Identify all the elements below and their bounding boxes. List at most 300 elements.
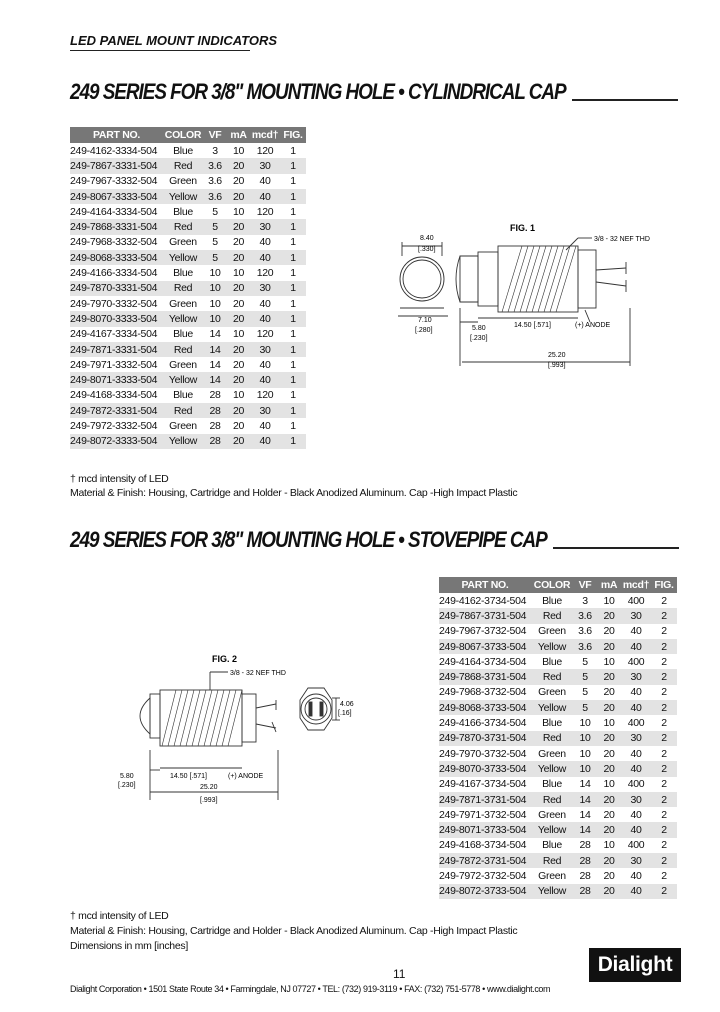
color-cell: Blue xyxy=(173,267,193,280)
fig-cell: 1 xyxy=(290,236,296,249)
fig-cell: 2 xyxy=(661,594,667,607)
part-no-cell: 249-7968-3332-504 xyxy=(70,236,158,249)
ma-cell: 20 xyxy=(603,686,615,699)
header-rule xyxy=(70,50,250,51)
ma-cell: 20 xyxy=(232,419,245,432)
section1-note-mcd: † mcd intensity of LED xyxy=(70,473,169,485)
col-mcd: mcd† xyxy=(622,579,650,591)
fig-cell: 1 xyxy=(290,358,296,371)
table-row xyxy=(70,311,306,326)
table-row xyxy=(70,403,306,418)
table-row xyxy=(439,685,677,700)
part-no-cell: 249-4162-3734-504 xyxy=(439,594,527,607)
col-ma: mA xyxy=(227,127,250,143)
color-cell: Red xyxy=(531,792,573,807)
mcd-cell: 400 xyxy=(627,655,645,668)
fig-cell: 1 xyxy=(280,189,306,204)
ma-cell: 20 xyxy=(227,342,250,357)
fig-cell: 2 xyxy=(661,778,667,791)
ma-cell: 20 xyxy=(227,372,250,387)
fig-cell: 1 xyxy=(290,419,296,432)
fig-cell: 2 xyxy=(651,639,677,654)
section2-note-mcd: † mcd intensity of LED xyxy=(70,910,169,922)
fig1-dia-in: [.330] xyxy=(418,246,436,253)
page-number: 11 xyxy=(393,967,406,981)
part-no-cell: 249-7970-3332-504 xyxy=(70,297,158,310)
ma-cell: 20 xyxy=(227,219,250,234)
color-cell: Blue xyxy=(542,839,562,852)
color-cell: Blue xyxy=(542,717,562,730)
part-no-cell: 249-7970-3732-504 xyxy=(439,747,527,760)
vf-cell: 28 xyxy=(209,419,221,432)
table-row xyxy=(439,608,677,623)
fig-cell: 2 xyxy=(651,822,677,837)
table-row xyxy=(70,219,306,234)
part-no-cell: 249-8072-3733-504 xyxy=(439,884,531,899)
mcd-cell: 30 xyxy=(621,731,651,746)
table-row xyxy=(439,822,677,837)
vf-cell: 3 xyxy=(212,144,218,157)
col-part-no: PART NO. xyxy=(439,577,531,593)
mcd-cell: 40 xyxy=(621,884,651,899)
ma-cell: 10 xyxy=(232,267,245,280)
ma-cell: 20 xyxy=(597,608,621,623)
vf-cell: 3 xyxy=(582,594,588,607)
fig-cell: 2 xyxy=(651,700,677,715)
mcd-cell: 40 xyxy=(630,625,642,638)
col-vf: VF xyxy=(203,127,227,143)
ma-cell: 20 xyxy=(227,281,250,296)
ma-cell: 20 xyxy=(597,761,621,776)
table-row xyxy=(70,235,306,250)
section1-title: 249 SERIES FOR 3/8" MOUNTING HOLE • CYLINDRICAL CAP xyxy=(70,79,566,104)
part-no-cell: 249-7972-3332-504 xyxy=(70,419,158,432)
part-no-cell: 249-4164-3734-504 xyxy=(439,655,527,668)
mcd-cell: 40 xyxy=(621,822,651,837)
color-cell: Green xyxy=(538,686,566,699)
part-no-cell: 249-7870-3731-504 xyxy=(439,731,531,746)
table-row xyxy=(439,624,677,639)
table-header-row xyxy=(439,577,677,593)
color-cell: Blue xyxy=(173,389,193,402)
mcd-cell: 120 xyxy=(256,144,274,157)
vf-cell: 3.6 xyxy=(203,189,227,204)
color-cell: Blue xyxy=(173,144,193,157)
fig2-anode: (+) ANODE xyxy=(228,773,264,780)
part-no-cell: 249-4162-3334-504 xyxy=(70,144,158,157)
mcd-cell: 120 xyxy=(256,267,274,280)
col-vf: VF xyxy=(573,577,597,593)
ma-cell: 20 xyxy=(597,700,621,715)
mcd-cell: 40 xyxy=(630,869,642,882)
mcd-cell: 400 xyxy=(627,839,645,852)
vf-cell: 5 xyxy=(573,669,597,684)
table-row xyxy=(439,884,677,899)
fig-cell: 1 xyxy=(280,281,306,296)
color-cell: Blue xyxy=(173,328,193,341)
color-cell: Yellow xyxy=(163,311,203,326)
color-cell: Red xyxy=(163,158,203,173)
ma-cell: 10 xyxy=(603,655,615,668)
mcd-cell: 30 xyxy=(621,608,651,623)
ma-cell: 20 xyxy=(597,884,621,899)
ma-cell: 20 xyxy=(227,434,250,449)
ma-cell: 10 xyxy=(603,778,615,791)
part-no-cell: 249-8068-3333-504 xyxy=(70,250,163,265)
fig1-width-in: [.280] xyxy=(415,327,433,334)
color-cell: Red xyxy=(163,342,203,357)
table-row xyxy=(439,868,677,883)
color-cell: Blue xyxy=(542,778,562,791)
fig-cell: 1 xyxy=(280,372,306,387)
col-color: COLOR xyxy=(164,129,202,141)
mcd-cell: 120 xyxy=(256,205,274,218)
color-cell: Red xyxy=(531,853,573,868)
footer-contact: Dialight Corporation • 1501 State Route 34 • Farmingdale, NJ 07727 • TEL: (732) 919-3119 • FAX: (732) 751-5778 • www.dialight.com xyxy=(70,984,551,994)
fig-cell: 1 xyxy=(280,434,306,449)
part-no-cell: 249-4168-3334-504 xyxy=(70,389,158,402)
mcd-cell: 40 xyxy=(250,372,280,387)
part-no-cell: 249-7972-3732-504 xyxy=(439,869,527,882)
figure2-drawing xyxy=(110,650,385,810)
table-row xyxy=(439,700,677,715)
color-cell: Red xyxy=(531,669,573,684)
mcd-cell: 400 xyxy=(627,594,645,607)
mcd-cell: 30 xyxy=(621,669,651,684)
color-cell: Red xyxy=(163,281,203,296)
vf-cell: 14 xyxy=(209,358,221,371)
vf-cell: 5 xyxy=(212,205,218,218)
mcd-cell: 400 xyxy=(627,778,645,791)
table-row xyxy=(439,731,677,746)
mcd-cell: 400 xyxy=(627,717,645,730)
part-no-cell: 249-7868-3331-504 xyxy=(70,219,163,234)
fig1-thread: 3/8 - 32 NEF THD xyxy=(594,236,650,243)
fig1-width-mm: 7.10 xyxy=(418,317,432,324)
vf-cell: 10 xyxy=(573,731,597,746)
vf-cell: 5 xyxy=(203,219,227,234)
color-cell: Green xyxy=(538,747,566,760)
fig1-total-in: [.993] xyxy=(548,362,566,369)
part-no-cell: 249-7967-3332-504 xyxy=(70,175,158,188)
color-cell: Green xyxy=(538,625,566,638)
fig2-side-in: [.16] xyxy=(338,710,352,717)
fig1-label: FIG. 1 xyxy=(510,223,536,233)
ma-cell: 20 xyxy=(603,808,615,821)
ma-cell: 10 xyxy=(603,839,615,852)
mcd-cell: 30 xyxy=(250,158,280,173)
table-header-row xyxy=(70,127,306,143)
part-no-cell: 249-4166-3334-504 xyxy=(70,267,158,280)
table-row xyxy=(70,418,306,433)
table-row xyxy=(439,593,677,608)
color-cell: Green xyxy=(538,869,566,882)
mcd-cell: 40 xyxy=(250,311,280,326)
part-no-cell: 249-7967-3732-504 xyxy=(439,625,527,638)
table-row xyxy=(70,158,306,173)
table-row xyxy=(70,189,306,204)
fig-cell: 1 xyxy=(280,219,306,234)
figure1-drawing xyxy=(390,218,690,378)
part-no-cell: 249-4167-3734-504 xyxy=(439,778,527,791)
fig-cell: 2 xyxy=(651,608,677,623)
ma-cell: 20 xyxy=(597,853,621,868)
ma-cell: 20 xyxy=(232,358,245,371)
vf-cell: 14 xyxy=(573,792,597,807)
color-cell: Red xyxy=(531,731,573,746)
color-cell: Yellow xyxy=(163,372,203,387)
vf-cell: 5 xyxy=(203,250,227,265)
mcd-cell: 30 xyxy=(621,853,651,868)
color-cell: Green xyxy=(169,175,197,188)
fig-cell: 2 xyxy=(661,869,667,882)
section2-title-rule xyxy=(553,547,679,549)
fig-cell: 1 xyxy=(290,328,296,341)
mcd-cell: 40 xyxy=(621,761,651,776)
vf-cell: 28 xyxy=(209,389,221,402)
mcd-cell: 40 xyxy=(259,419,271,432)
vf-cell: 14 xyxy=(573,822,597,837)
fig2-total-in: [.993] xyxy=(200,797,218,804)
table-row xyxy=(439,853,677,868)
table-row xyxy=(439,792,677,807)
fig-cell: 2 xyxy=(651,731,677,746)
fig-cell: 2 xyxy=(661,655,667,668)
part-no-cell: 249-8070-3333-504 xyxy=(70,311,163,326)
color-cell: Blue xyxy=(542,655,562,668)
fig-cell: 2 xyxy=(651,884,677,899)
fig2-cap-mm: 5.80 xyxy=(120,773,134,780)
color-cell: Yellow xyxy=(163,189,203,204)
vf-cell: 14 xyxy=(209,328,221,341)
table-row xyxy=(439,838,677,853)
vf-cell: 10 xyxy=(579,747,591,760)
section2-note-dimensions: Dimensions in mm [inches] xyxy=(70,940,188,952)
fig1-anode: (+) ANODE xyxy=(575,322,611,329)
fig1-end-view xyxy=(400,257,444,301)
vf-cell: 5 xyxy=(212,236,218,249)
part-no-cell: 249-8071-3733-504 xyxy=(439,822,531,837)
vf-cell: 28 xyxy=(579,869,591,882)
part-no-cell: 249-7971-3732-504 xyxy=(439,808,527,821)
fig-cell: 1 xyxy=(280,311,306,326)
fig-cell: 2 xyxy=(661,808,667,821)
ma-cell: 20 xyxy=(597,822,621,837)
ma-cell: 10 xyxy=(232,205,245,218)
fig-cell: 1 xyxy=(290,175,296,188)
mcd-cell: 30 xyxy=(250,403,280,418)
mcd-cell: 120 xyxy=(256,328,274,341)
part-no-cell: 249-7871-3331-504 xyxy=(70,342,163,357)
vf-cell: 28 xyxy=(203,434,227,449)
fig-cell: 1 xyxy=(290,297,296,310)
part-no-cell: 249-8071-3333-504 xyxy=(70,372,163,387)
mcd-cell: 40 xyxy=(259,175,271,188)
part-no-cell: 249-4167-3334-504 xyxy=(70,328,158,341)
ma-cell: 20 xyxy=(597,639,621,654)
ma-cell: 20 xyxy=(232,297,245,310)
ma-cell: 20 xyxy=(603,747,615,760)
vf-cell: 3.6 xyxy=(573,608,597,623)
table-row xyxy=(70,357,306,372)
mcd-cell: 30 xyxy=(250,342,280,357)
ma-cell: 20 xyxy=(227,250,250,265)
vf-cell: 3.6 xyxy=(208,175,222,188)
mcd-cell: 40 xyxy=(250,189,280,204)
vf-cell: 3.6 xyxy=(578,625,592,638)
color-cell: Green xyxy=(169,358,197,371)
color-cell: Yellow xyxy=(531,700,573,715)
table-row xyxy=(70,281,306,296)
ma-cell: 20 xyxy=(597,792,621,807)
table-row xyxy=(439,761,677,776)
color-cell: Yellow xyxy=(531,822,573,837)
fig-cell: 1 xyxy=(290,267,296,280)
ma-cell: 20 xyxy=(232,236,245,249)
table-row xyxy=(439,715,677,730)
color-cell: Yellow xyxy=(163,434,203,449)
color-cell: Red xyxy=(163,219,203,234)
fig-cell: 2 xyxy=(661,686,667,699)
fig-cell: 1 xyxy=(280,342,306,357)
vf-cell: 10 xyxy=(203,311,227,326)
ma-cell: 20 xyxy=(232,175,245,188)
mcd-cell: 40 xyxy=(259,236,271,249)
table-row xyxy=(70,372,306,387)
table-row xyxy=(70,342,306,357)
part-no-cell: 249-7971-3332-504 xyxy=(70,358,158,371)
col-fig: FIG. xyxy=(651,577,677,593)
part-no-cell: 249-7870-3331-504 xyxy=(70,281,163,296)
ma-cell: 20 xyxy=(227,189,250,204)
fig-cell: 2 xyxy=(651,853,677,868)
ma-cell: 20 xyxy=(603,869,615,882)
vf-cell: 28 xyxy=(203,403,227,418)
table-row xyxy=(439,654,677,669)
section1-title-rule xyxy=(572,99,678,101)
part-no-cell: 249-4168-3734-504 xyxy=(439,839,527,852)
part-no-cell: 249-7872-3731-504 xyxy=(439,853,531,868)
table-row xyxy=(439,669,677,684)
fig-cell: 2 xyxy=(651,761,677,776)
part-no-cell: 249-8070-3733-504 xyxy=(439,761,531,776)
table-row xyxy=(70,204,306,219)
vf-cell: 10 xyxy=(573,761,597,776)
ma-cell: 10 xyxy=(232,389,245,402)
ma-cell: 10 xyxy=(603,594,615,607)
color-cell: Green xyxy=(538,808,566,821)
part-no-cell: 249-7872-3331-504 xyxy=(70,403,163,418)
col-ma: mA xyxy=(597,577,621,593)
fig-cell: 1 xyxy=(290,389,296,402)
table-row xyxy=(70,174,306,189)
fig2-side-mm: 4.06 xyxy=(340,701,354,708)
mcd-cell: 40 xyxy=(259,358,271,371)
vf-cell: 10 xyxy=(209,297,221,310)
fig2-thread: 3/8 - 32 NEF THD xyxy=(230,670,286,677)
vf-cell: 10 xyxy=(209,267,221,280)
ma-cell: 10 xyxy=(232,144,245,157)
fig-cell: 1 xyxy=(290,205,296,218)
vf-cell: 3.6 xyxy=(573,639,597,654)
section2-table xyxy=(439,577,677,899)
part-no-cell: 249-7868-3731-504 xyxy=(439,669,531,684)
part-no-cell: 249-8067-3733-504 xyxy=(439,639,531,654)
mcd-cell: 40 xyxy=(250,250,280,265)
table-row xyxy=(70,143,306,158)
mcd-cell: 30 xyxy=(250,219,280,234)
color-cell: Yellow xyxy=(531,639,573,654)
mcd-cell: 40 xyxy=(621,639,651,654)
section1-note-material: Material & Finish: Housing, Cartridge and Holder - Black Anodized Aluminum. Cap -High Impact Plastic xyxy=(70,487,518,499)
fig2-label: FIG. 2 xyxy=(212,654,238,664)
table-row xyxy=(439,807,677,822)
fig-cell: 2 xyxy=(661,839,667,852)
ma-cell: 20 xyxy=(227,158,250,173)
table-row xyxy=(70,296,306,311)
fig-cell: 1 xyxy=(280,158,306,173)
vf-cell: 14 xyxy=(203,372,227,387)
col-fig: FIG. xyxy=(280,127,306,143)
mcd-cell: 40 xyxy=(621,700,651,715)
part-no-cell: 249-7867-3731-504 xyxy=(439,608,531,623)
fig1-dia-mm: 8.40 xyxy=(420,235,434,242)
vf-cell: 14 xyxy=(579,778,591,791)
mcd-cell: 40 xyxy=(259,297,271,310)
color-cell: Blue xyxy=(542,594,562,607)
table-row xyxy=(439,746,677,761)
col-part-no: PART NO. xyxy=(70,127,163,143)
vf-cell: 28 xyxy=(579,839,591,852)
vf-cell: 10 xyxy=(579,717,591,730)
mcd-cell: 40 xyxy=(630,747,642,760)
table-row xyxy=(70,265,306,280)
color-cell: Green xyxy=(169,297,197,310)
vf-cell: 28 xyxy=(573,884,597,899)
col-mcd: mcd† xyxy=(251,129,279,141)
page-header: LED PANEL MOUNT INDICATORS xyxy=(70,33,278,48)
part-no-cell: 249-8068-3733-504 xyxy=(439,700,531,715)
mcd-cell: 120 xyxy=(256,389,274,402)
fig-cell: 2 xyxy=(661,717,667,730)
mcd-cell: 30 xyxy=(621,792,651,807)
fig-cell: 2 xyxy=(651,792,677,807)
col-color: COLOR xyxy=(531,577,573,593)
part-no-cell: 249-4164-3334-504 xyxy=(70,205,158,218)
color-cell: Red xyxy=(531,608,573,623)
fig-cell: 1 xyxy=(280,403,306,418)
color-cell: Yellow xyxy=(531,761,573,776)
ma-cell: 20 xyxy=(603,625,615,638)
fig-cell: 2 xyxy=(651,669,677,684)
vf-cell: 5 xyxy=(582,686,588,699)
fig1-body: 14.50 [.571] xyxy=(514,322,551,329)
table-row xyxy=(439,777,677,792)
section1-table xyxy=(70,127,306,449)
fig2-total-mm: 25.20 xyxy=(200,784,218,791)
fig-cell: 2 xyxy=(661,625,667,638)
fig1-cap-mm: 5.80 xyxy=(472,325,486,332)
mcd-cell: 40 xyxy=(250,434,280,449)
section2-note-material: Material & Finish: Housing, Cartridge and Holder - Black Anodized Aluminum. Cap -High Impact Plastic xyxy=(70,925,518,937)
ma-cell: 10 xyxy=(232,328,245,341)
part-no-cell: 249-7867-3331-504 xyxy=(70,158,163,173)
table-row xyxy=(70,250,306,265)
vf-cell: 10 xyxy=(203,281,227,296)
part-no-cell: 249-7871-3731-504 xyxy=(439,792,531,807)
vf-cell: 3.6 xyxy=(203,158,227,173)
part-no-cell: 249-4166-3734-504 xyxy=(439,717,527,730)
